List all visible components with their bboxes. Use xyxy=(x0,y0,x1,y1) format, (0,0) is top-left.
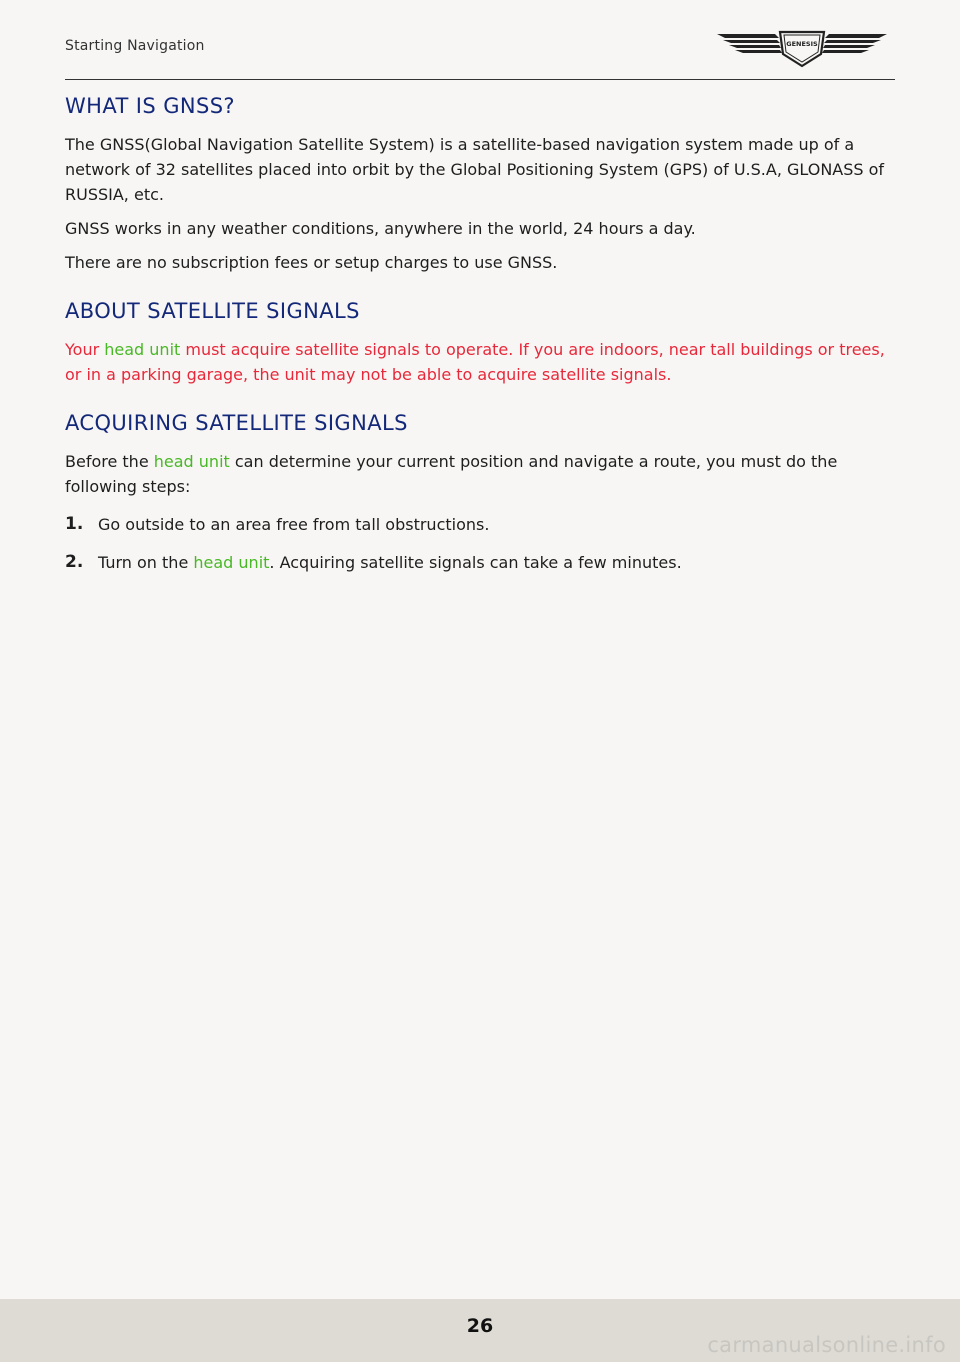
section-about-satellite-signals xyxy=(65,297,895,387)
step-text: Go outside to an area free from tall obstructions. xyxy=(98,515,490,534)
text: . Acquiring satellite signals can take a few minutes. xyxy=(269,553,682,572)
paragraph xyxy=(65,449,895,499)
page-footer xyxy=(0,1299,960,1362)
page-header xyxy=(65,0,895,80)
step-number: 1. xyxy=(65,514,84,534)
warning-paragraph xyxy=(65,337,895,387)
page-content xyxy=(65,92,895,597)
step-item xyxy=(65,550,895,575)
paragraph: The GNSS(Global Navigation Satellite System) is a satellite-based navigation system made up of a network of 32 satellites placed into orbit by the Global Positioning System (GPS) of U.S.A, GLONASS of RUSSIA, etc. xyxy=(65,135,885,204)
step-text xyxy=(98,550,682,575)
section-title: WHAT IS GNSS? xyxy=(65,94,235,118)
paragraph: GNSS works in any weather conditions, anywhere in the world, 24 hours a day. xyxy=(65,219,696,238)
text: Your xyxy=(65,340,105,359)
step-item xyxy=(65,512,895,537)
text: Before the xyxy=(65,452,154,471)
section-what-is-gnss xyxy=(65,92,895,275)
paragraph: There are no subscription fees or setup charges to use GNSS. xyxy=(65,253,558,272)
section-title: ACQUIRING SATELLITE SIGNALS xyxy=(65,411,408,435)
page-number: 26 xyxy=(466,1315,494,1337)
section-acquiring-satellite-signals xyxy=(65,409,895,575)
head-unit-link[interactable]: head unit xyxy=(104,340,181,359)
text: Turn on the xyxy=(98,553,194,572)
text: must acquire satellite signals to operate. If you are indoors, near tall buildings or trees, or in a parking garage, the unit may not be able to acquire satellite signals. xyxy=(65,340,885,384)
head-unit-link[interactable]: head unit xyxy=(153,452,230,471)
step-number: 2. xyxy=(65,552,84,572)
watermark: carmanualsonline.info xyxy=(707,1333,946,1357)
head-unit-link[interactable]: head unit xyxy=(193,553,270,572)
logo-wordmark: GENESIS xyxy=(786,40,818,48)
running-head: Starting Navigation xyxy=(65,38,205,54)
text: can determine your current position and navigate a route, you must do the following steps: xyxy=(65,452,838,496)
genesis-logo xyxy=(717,30,887,68)
section-title: ABOUT SATELLITE SIGNALS xyxy=(65,299,360,323)
